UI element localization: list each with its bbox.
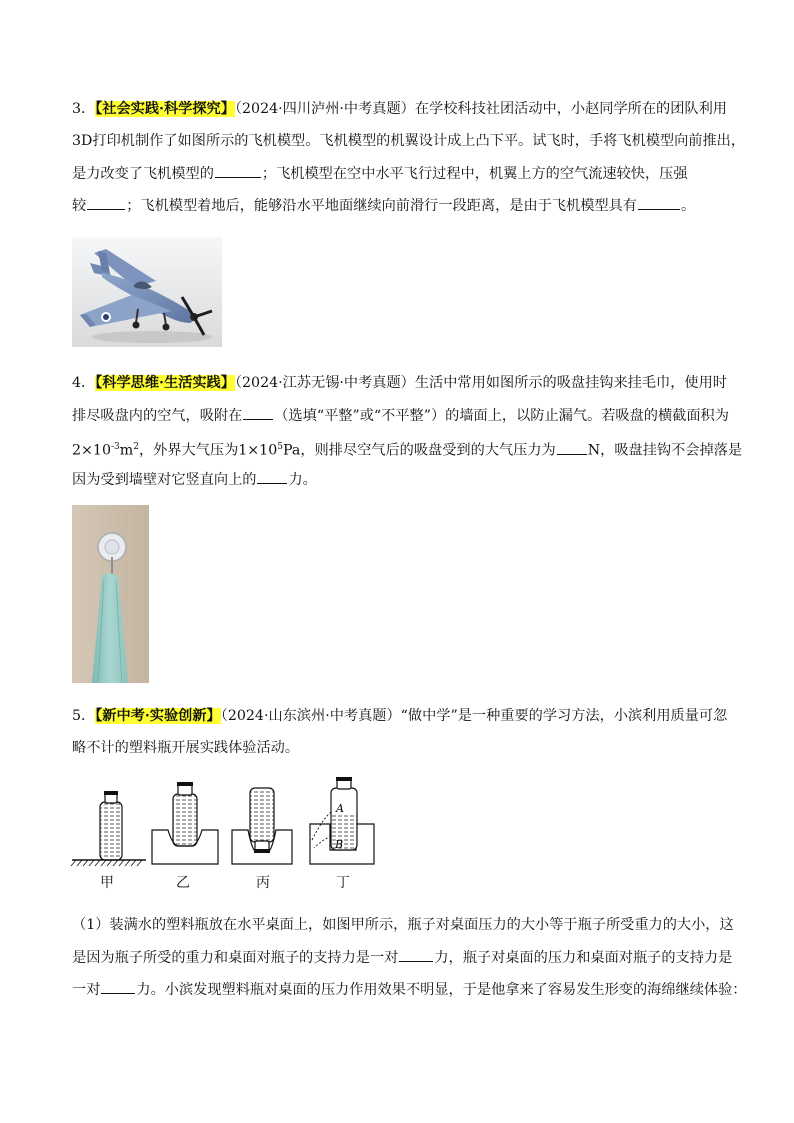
caption-jia: 甲 [100, 875, 114, 891]
answer-blank[interactable] [257, 469, 287, 484]
label-point-a: A [336, 802, 344, 815]
q5-para-3: 一对 力。小滨发现塑料瓶对桌面的压力作用效果不明显，于是他拿来了容易发生形变的海绵继续体验： [72, 979, 724, 1000]
q3-line-1: 3．【社会实践·科学探究】（2024·四川泸州·中考真题）在学校科技社团活动中，小赵同学所在的团队利用 [72, 101, 727, 117]
q5-para-1: （1）装满水的塑料瓶放在水平桌面上，如图甲所示，瓶子对桌面压力的大小等于瓶子所受重力的大小，这 [72, 917, 734, 933]
q3-line-4: 较 ；飞机模型着地后，能够沿水平地面继续向前滑行一段距离，是由于飞机模型具有 。 [72, 195, 724, 216]
answer-blank[interactable] [399, 947, 433, 962]
q3-line-3: 是力改变了飞机模型的 ；飞机模型在空中水平飞行过程中，机翼上方的空气流速较快，压强 [72, 163, 724, 184]
q5-para-2: 是因为瓶子所受的重力和桌面对瓶子的支持力是一对 力，瓶子对桌面的压力和桌面对瓶子的支持力是 [72, 947, 724, 968]
q3-source: （2024·四川泸州·中考真题） [234, 101, 415, 117]
q4-line-2: 排尽吸盘内的空气，吸附在 （选填“平整”或“不平整”）的墙面上，以防止漏气。若吸盘的横截面积为 [72, 405, 724, 426]
answer-blank[interactable] [557, 440, 587, 455]
figure-jia [71, 791, 146, 866]
figure-ding [310, 777, 374, 864]
answer-blank[interactable] [215, 163, 261, 178]
q5-source: （2024·山东滨州·中考真题） [220, 708, 401, 724]
label-point-b: B [335, 838, 344, 851]
q3-line-2: 3D打印机制作了如图所示的飞机模型。飞机模型的机翼设计成上凸下平。试飞时，手将飞机模型向前推出， [72, 133, 746, 149]
answer-blank[interactable] [243, 405, 273, 420]
answer-blank[interactable] [101, 979, 135, 994]
bottle-experiment-figure [68, 774, 388, 892]
q4-source: （2024·江苏无锡·中考真题） [234, 375, 415, 391]
q5-number: 5． [72, 708, 96, 724]
q4-line-3: $2\times 10^{-3}m^2$，外界大气压为$1\times 10^5Pa$，则排尽空气后的吸盘受到的大气压力为 N，吸盘挂钩不会掉落是 [72, 437, 724, 461]
figure-yi [152, 782, 218, 864]
q5-line-1: 5．【新中考·实验创新】（2024·山东滨州·中考真题）“做中学”是一种重要的学习方法，小滨利用质量可忽 [72, 708, 728, 724]
caption-bing: 丙 [256, 875, 270, 891]
q3-tag: 【社会实践·科学探究】 [95, 101, 235, 117]
answer-blank[interactable] [638, 195, 680, 210]
figure-bing [232, 788, 292, 864]
caption-ding: 丁 [336, 875, 350, 891]
q5-tag: 【新中考·实验创新】 [95, 708, 221, 724]
q4-line-1: 4．【科学思维·生活实践】（2024·江苏无锡·中考真题）生活中常用如图所示的吸盘挂钩来挂毛巾，使用时 [72, 375, 727, 391]
q4-number: 4． [72, 375, 96, 391]
q4-line-4: 因为受到墙壁对它竖直向上的 力。 [72, 469, 724, 490]
answer-blank[interactable] [87, 195, 125, 210]
q4-tag: 【科学思维·生活实践】 [95, 375, 235, 391]
q3-number: 3． [72, 101, 96, 117]
caption-yi: 乙 [176, 875, 190, 891]
q5-line-2: 略不计的塑料瓶开展实践体验活动。 [72, 740, 300, 756]
suction-hook-towel-photo [72, 505, 149, 683]
airplane-model-photo [72, 237, 222, 347]
